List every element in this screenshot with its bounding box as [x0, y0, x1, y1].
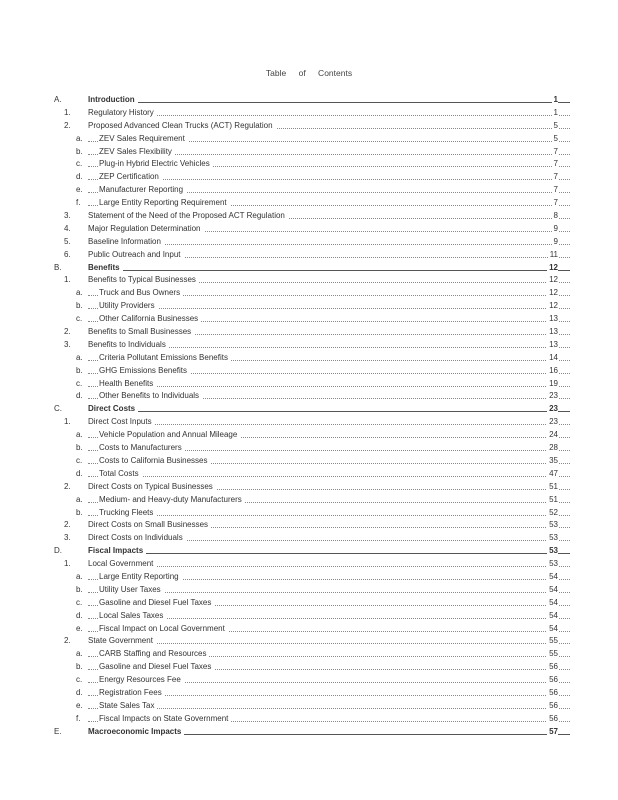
toc-entry-page: 7: [552, 146, 558, 159]
toc-entry-number: a.: [76, 494, 83, 504]
toc-entry-page: 11: [548, 249, 558, 262]
toc-entry[interactable]: [0, 94, 618, 107]
toc-entry[interactable]: [0, 597, 618, 610]
toc-entry[interactable]: [0, 378, 618, 391]
toc-entry[interactable]: [0, 313, 618, 326]
leader-line: [88, 115, 570, 116]
toc-entry-page: 23: [547, 390, 558, 403]
toc-entry-label: Baseline Information: [88, 236, 164, 249]
toc-entry-page: 53: [547, 519, 558, 532]
toc-entry-number: d.: [76, 468, 83, 478]
toc-entry[interactable]: [0, 197, 618, 210]
leader-line: [88, 270, 570, 271]
toc-entry-page: 5: [552, 133, 558, 146]
toc-entry-label: Large Entity Reporting Requirement: [99, 197, 230, 210]
toc-entry-page: 51: [547, 481, 558, 494]
toc-entry-label: Benefits to Individuals: [88, 339, 169, 352]
toc-entry-number: 2.: [64, 520, 71, 530]
toc-entry-page: 52: [547, 507, 558, 520]
toc-entry[interactable]: [0, 532, 618, 545]
toc-entry-label: Vehicle Population and Annual Mileage: [99, 429, 240, 442]
toc-entry-page: 55: [547, 635, 558, 648]
leader-line: [88, 566, 570, 567]
toc-entry-label: Benefits to Typical Businesses: [88, 274, 199, 287]
toc-entry-label: Macroeconomic Impacts: [88, 726, 184, 739]
page-title: Table of Contents: [265, 68, 353, 78]
toc-entry-number: b.: [76, 507, 83, 517]
toc-entry[interactable]: [0, 507, 618, 520]
toc-entry-number: A.: [54, 95, 62, 104]
toc-entry-page: 51: [547, 494, 558, 507]
toc-entry-label: ZEP Certification: [99, 171, 162, 184]
toc-entry-label: Total Costs: [99, 468, 142, 481]
toc-entry[interactable]: [0, 481, 618, 494]
toc-entry[interactable]: [0, 184, 618, 197]
toc-entry-label: Criteria Pollutant Emissions Benefits: [99, 352, 231, 365]
toc-entry-label: Costs to Manufacturers: [99, 442, 185, 455]
toc-entry-number: c.: [76, 597, 83, 607]
toc-entry-number: e.: [76, 185, 83, 195]
toc-entry-number: 2.: [64, 120, 71, 130]
toc-entry[interactable]: [0, 661, 618, 674]
toc-entry-label: Trucking Fleets: [99, 507, 156, 520]
toc-entry-page: 13: [547, 313, 558, 326]
toc-entry-number: f.: [76, 713, 81, 723]
leader-line: [88, 708, 570, 709]
toc-entry-label: Benefits to Small Businesses: [88, 326, 194, 339]
toc-entry[interactable]: [0, 365, 618, 378]
toc-entry-number: a.: [76, 352, 83, 362]
toc-entry-label: Direct Costs on Small Businesses: [88, 519, 211, 532]
toc-entry-label: Energy Resources Fee: [99, 674, 184, 687]
toc-entry-label: Benefits: [88, 262, 123, 275]
leader-line: [88, 102, 570, 103]
toc-entry-label: Local Sales Taxes: [99, 610, 166, 623]
toc-entry[interactable]: [0, 726, 618, 739]
toc-entry-label: Fiscal Impacts: [88, 545, 146, 558]
toc-entry[interactable]: [0, 545, 618, 558]
toc-entry[interactable]: [0, 416, 618, 429]
leader-line: [88, 386, 570, 387]
toc-entry-page: 54: [547, 623, 558, 636]
toc-entry-number: 1.: [64, 275, 71, 285]
toc-entry-number: d.: [76, 172, 83, 182]
toc-entry-page: 28: [547, 442, 558, 455]
toc-entry[interactable]: [0, 700, 618, 713]
toc-entry-page: 14: [547, 352, 558, 365]
toc-entry-page: 57: [547, 726, 558, 739]
toc-entry[interactable]: [0, 287, 618, 300]
toc-entry-number: C.: [54, 404, 62, 414]
toc-entry[interactable]: [0, 210, 618, 223]
toc-entry-label: Gasoline and Diesel Fuel Taxes: [99, 661, 214, 674]
toc-entry[interactable]: [0, 455, 618, 468]
toc-entry-label: Direct Cost Inputs: [88, 416, 155, 429]
toc-entry[interactable]: [0, 571, 618, 584]
toc-entry-number: 1.: [64, 559, 71, 569]
toc-entry[interactable]: [0, 519, 618, 532]
toc-entry[interactable]: [0, 713, 618, 726]
toc-entry-page: 19: [547, 378, 558, 391]
toc-entry-number: a.: [76, 430, 83, 440]
toc-entry-page: 35: [547, 455, 558, 468]
toc-entry-page: 54: [547, 571, 558, 584]
leader-line: [88, 643, 570, 644]
toc-entry-number: e.: [76, 700, 83, 710]
toc-entry-page: 1: [552, 107, 558, 120]
toc-entry-number: 3.: [64, 533, 71, 543]
toc-entry-number: d.: [76, 391, 83, 401]
toc-entry[interactable]: [0, 300, 618, 313]
toc-entry-page: 54: [547, 584, 558, 597]
toc-entry-label: Local Government: [88, 558, 156, 571]
toc-entry[interactable]: [0, 107, 618, 120]
toc-entry[interactable]: [0, 623, 618, 636]
leader-line: [88, 308, 570, 309]
toc-entry[interactable]: [0, 468, 618, 481]
toc-entry-page: 12: [547, 287, 558, 300]
toc-entry-label: Other Benefits to Individuals: [99, 390, 202, 403]
toc-entry[interactable]: [0, 635, 618, 648]
toc-entry-number: d.: [76, 687, 83, 697]
toc-entry[interactable]: [0, 429, 618, 442]
toc-entry-page: 56: [547, 674, 558, 687]
toc-entry-page: 55: [547, 648, 558, 661]
toc-entry-label: Direct Costs on Typical Businesses: [88, 481, 216, 494]
toc-entry-number: b.: [76, 443, 83, 453]
toc-entry-number: 2.: [64, 481, 71, 491]
toc-entry-number: D.: [54, 546, 62, 556]
toc-entry-page: 56: [547, 687, 558, 700]
leader-line: [88, 553, 570, 554]
toc-entry-page: 12: [547, 274, 558, 287]
leader-line: [88, 515, 570, 516]
toc-entry[interactable]: [0, 223, 618, 236]
toc-entry-number: d.: [76, 610, 83, 620]
toc-entry-number: a.: [76, 288, 83, 298]
toc-entry-page: 13: [547, 326, 558, 339]
toc-entry-page: 54: [547, 597, 558, 610]
toc-entry-page: 7: [552, 197, 558, 210]
toc-entry[interactable]: [0, 687, 618, 700]
toc-entry-number: 5.: [64, 236, 71, 246]
toc-entry-number: 6.: [64, 249, 71, 259]
toc-entry-label: ZEV Sales Requirement: [99, 133, 188, 146]
toc-entry-page: 7: [552, 184, 558, 197]
toc-entry-page: 23: [547, 416, 558, 429]
toc-entry-label: Manufacturer Reporting: [99, 184, 186, 197]
toc-entry-number: c.: [76, 314, 83, 324]
toc-entry[interactable]: [0, 352, 618, 365]
toc-entry-page: 9: [552, 223, 558, 236]
toc-entry-label: Fiscal Impact on Local Government: [99, 623, 228, 636]
toc-entry[interactable]: [0, 403, 618, 416]
toc-entry-number: 1.: [64, 417, 71, 427]
toc-entry-number: b.: [76, 301, 83, 311]
toc-entry-page: 53: [547, 532, 558, 545]
toc-entry-number: 3.: [64, 339, 71, 349]
toc-entry-page: 23: [547, 403, 558, 416]
toc-entry-label: Medium- and Heavy-duty Manufacturers: [99, 494, 245, 507]
toc-entry-page: 5: [552, 120, 558, 133]
toc-entry-label: Direct Costs on Individuals: [88, 532, 186, 545]
toc-entry[interactable]: [0, 262, 618, 275]
toc-entry-page: 56: [547, 700, 558, 713]
toc-entry-label: Proposed Advanced Clean Trucks (ACT) Regulation: [88, 120, 276, 133]
toc-entry-number: f.: [76, 198, 81, 208]
toc-entry[interactable]: [0, 390, 618, 403]
toc-entry-number: a.: [76, 571, 83, 581]
toc-entry-page: 54: [547, 610, 558, 623]
toc-entry[interactable]: [0, 494, 618, 507]
toc-entry-label: Truck and Bus Owners: [99, 287, 183, 300]
toc-entry-page: 47: [547, 468, 558, 481]
toc-entry-number: b.: [76, 146, 83, 156]
toc-entry-number: b.: [76, 584, 83, 594]
toc-entry-page: 16: [547, 365, 558, 378]
toc-entry-label: Fiscal Impacts on State Government: [99, 713, 231, 726]
toc-entry-number: a.: [76, 133, 83, 143]
toc-entry-label: Health Benefits: [99, 378, 156, 391]
toc-entry[interactable]: [0, 584, 618, 597]
toc-entry-label: Costs to California Businesses: [99, 455, 211, 468]
leader-line: [88, 476, 570, 477]
toc-entry[interactable]: [0, 249, 618, 262]
toc-entry-label: Plug-in Hybrid Electric Vehicles: [99, 158, 213, 171]
toc-entry-page: 9: [552, 236, 558, 249]
toc-entry-number: b.: [76, 365, 83, 375]
toc-entry-label: State Government: [88, 635, 156, 648]
toc-entry[interactable]: [0, 133, 618, 146]
toc-entry[interactable]: [0, 120, 618, 133]
toc-entry[interactable]: [0, 171, 618, 184]
toc-entry-number: c.: [76, 675, 83, 685]
toc-entry-label: CARB Staffing and Resources: [99, 648, 209, 661]
toc-entry-page: 12: [547, 262, 558, 275]
toc-entry-label: Regulatory History: [88, 107, 157, 120]
toc-entry-label: Public Outreach and Input: [88, 249, 184, 262]
toc-entry-page: 56: [547, 713, 558, 726]
toc-entry-number: 4.: [64, 223, 71, 233]
toc-entry-label: Registration Fees: [99, 687, 165, 700]
toc-entry[interactable]: [0, 610, 618, 623]
toc-entry-label: Direct Costs: [88, 403, 138, 416]
leader-line: [88, 411, 570, 412]
toc-entry-label: GHG Emissions Benefits: [99, 365, 190, 378]
toc-entry-label: Statement of the Need of the Proposed ACT Regulation: [88, 210, 288, 223]
toc-entry-number: 1.: [64, 107, 71, 117]
toc-entry-label: State Sales Tax: [99, 700, 157, 713]
toc-entry-number: 3.: [64, 211, 71, 221]
toc-entry-number: B.: [54, 262, 62, 272]
toc-entry[interactable]: [0, 236, 618, 249]
toc-entry-page: 1: [552, 94, 558, 107]
toc-entry-number: b.: [76, 662, 83, 672]
toc-entry-number: c.: [76, 159, 83, 169]
toc-entry-page: 53: [547, 558, 558, 571]
toc-entry[interactable]: [0, 648, 618, 661]
toc-entry-number: a.: [76, 649, 83, 659]
toc-entry[interactable]: [0, 326, 618, 339]
toc-entry-page: 7: [552, 158, 558, 171]
toc-entry-number: c.: [76, 455, 83, 465]
toc-entry-page: 12: [547, 300, 558, 313]
toc-entry-page: 53: [547, 545, 558, 558]
toc-entry[interactable]: [0, 558, 618, 571]
toc-entry-label: Other California Businesses: [99, 313, 201, 326]
toc-entry-page: 8: [552, 210, 558, 223]
toc-entry-page: 24: [547, 429, 558, 442]
leader-line: [88, 424, 570, 425]
toc-entry-label: Utility User Taxes: [99, 584, 164, 597]
toc-entry[interactable]: [0, 339, 618, 352]
toc-entry-label: Introduction: [88, 94, 138, 107]
toc-entry[interactable]: [0, 146, 618, 159]
toc-entry[interactable]: [0, 158, 618, 171]
toc-entry[interactable]: [0, 274, 618, 287]
toc-entry-label: Gasoline and Diesel Fuel Taxes: [99, 597, 214, 610]
toc-entry-page: 7: [552, 171, 558, 184]
toc-entry[interactable]: [0, 442, 618, 455]
toc-entry-page: 13: [547, 339, 558, 352]
toc-entry-number: 2.: [64, 327, 71, 337]
toc-entry-label: Utility Providers: [99, 300, 158, 313]
toc-entry-label: Large Entity Reporting: [99, 571, 182, 584]
toc-entry-number: e.: [76, 623, 83, 633]
toc-entry-number: E.: [54, 726, 62, 736]
table-of-contents: [0, 94, 618, 739]
toc-entry-label: ZEV Sales Flexibility: [99, 146, 175, 159]
toc-entry-number: c.: [76, 378, 83, 388]
toc-entry[interactable]: [0, 674, 618, 687]
toc-entry-number: 2.: [64, 636, 71, 646]
toc-entry-label: Major Regulation Determination: [88, 223, 204, 236]
toc-entry-page: 56: [547, 661, 558, 674]
